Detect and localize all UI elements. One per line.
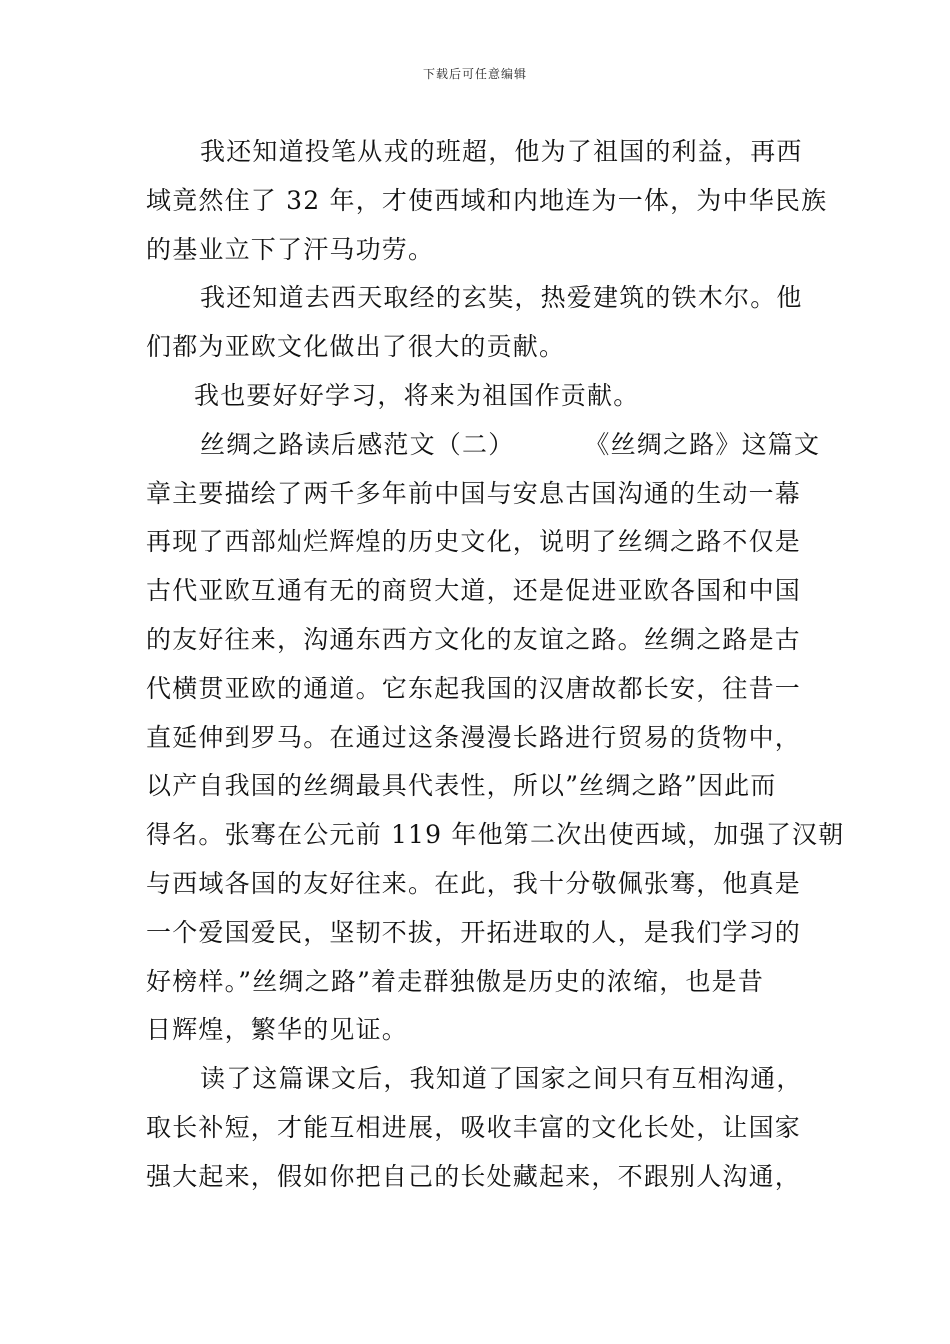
text-line: 强大起来，假如你把自己的长处藏起来，不跟别人沟通， — [146, 1161, 802, 1191]
text-line: 们都为亚欧文化做出了很大的贡献。 — [146, 332, 566, 362]
text-line: 一个爱国爱民，坚韧不拔，开拓进取的人，是我们学习的 — [146, 917, 802, 947]
text-line: 我也要好好学习，将来为祖国作贡献。 — [194, 380, 640, 410]
paragraph — [146, 274, 811, 372]
text-line: 取长补短，才能互相进展，吸收丰富的文化长处，让国家 — [146, 1112, 802, 1142]
page-header: 下载后可任意编辑 — [422, 67, 527, 81]
document-body — [146, 128, 845, 1202]
text-line: 我还知道去西天取经的玄奘，热爱建筑的铁木尔。他 — [200, 283, 803, 313]
text-line: 我还知道投笔从戎的班超，他为了祖国的利益，再西 — [200, 137, 803, 166]
paragraph — [146, 128, 828, 274]
text-line-rest: 《丝绸之路》这篇文 — [584, 429, 821, 459]
text-line: 再现了西部灿烂辉煌的历史文化，说明了丝绸之路不仅是 — [146, 527, 802, 557]
paragraph — [146, 372, 811, 421]
text-line: 的友好往来，沟通东西方文化的友谊之路。丝绸之路是古 — [146, 624, 802, 654]
text-line: 与西域各国的友好往来。在此，我十分敬佩张骞，他真是 — [146, 868, 802, 898]
text-line: 直延伸到罗马。在通过这条漫漫长路进行贸易的货物中， — [146, 722, 802, 752]
section-title: 丝绸之路读后感范文（二） — [200, 429, 515, 459]
text-line: 好榜样。”丝绸之路”着走群独傲是历史的浓缩，也是昔 — [146, 966, 765, 996]
text-line: 域竟然住了 32 年，才使西域和内地连为一体，为中华民族 — [146, 185, 828, 215]
text-line: 得名。张骞在公元前 119 年他第二次出使西域，加强了汉朝 — [146, 820, 845, 850]
text-line: 以产自我国的丝绸最具代表性，所以”丝绸之路”因此而 — [146, 771, 777, 801]
paragraph — [146, 421, 845, 1055]
paragraph — [146, 1055, 811, 1201]
text-line: 的基业立下了汗马功劳。 — [146, 234, 435, 264]
text-line: 古代亚欧互通有无的商贸大道，还是促进亚欧各国和中国 — [146, 576, 802, 606]
text-line — [146, 421, 821, 470]
text-line: 读了这篇课文后，我知道了国家之间只有互相沟通， — [200, 1064, 803, 1094]
text-line: 代横贯亚欧的通道。它东起我国的汉唐故都长安，往昔一 — [146, 673, 802, 703]
text-line: 章主要描绘了两千多年前中国与安息古国沟通的生动一幕 — [146, 478, 802, 508]
text-line: 日辉煌，繁华的见证。 — [146, 1015, 409, 1045]
